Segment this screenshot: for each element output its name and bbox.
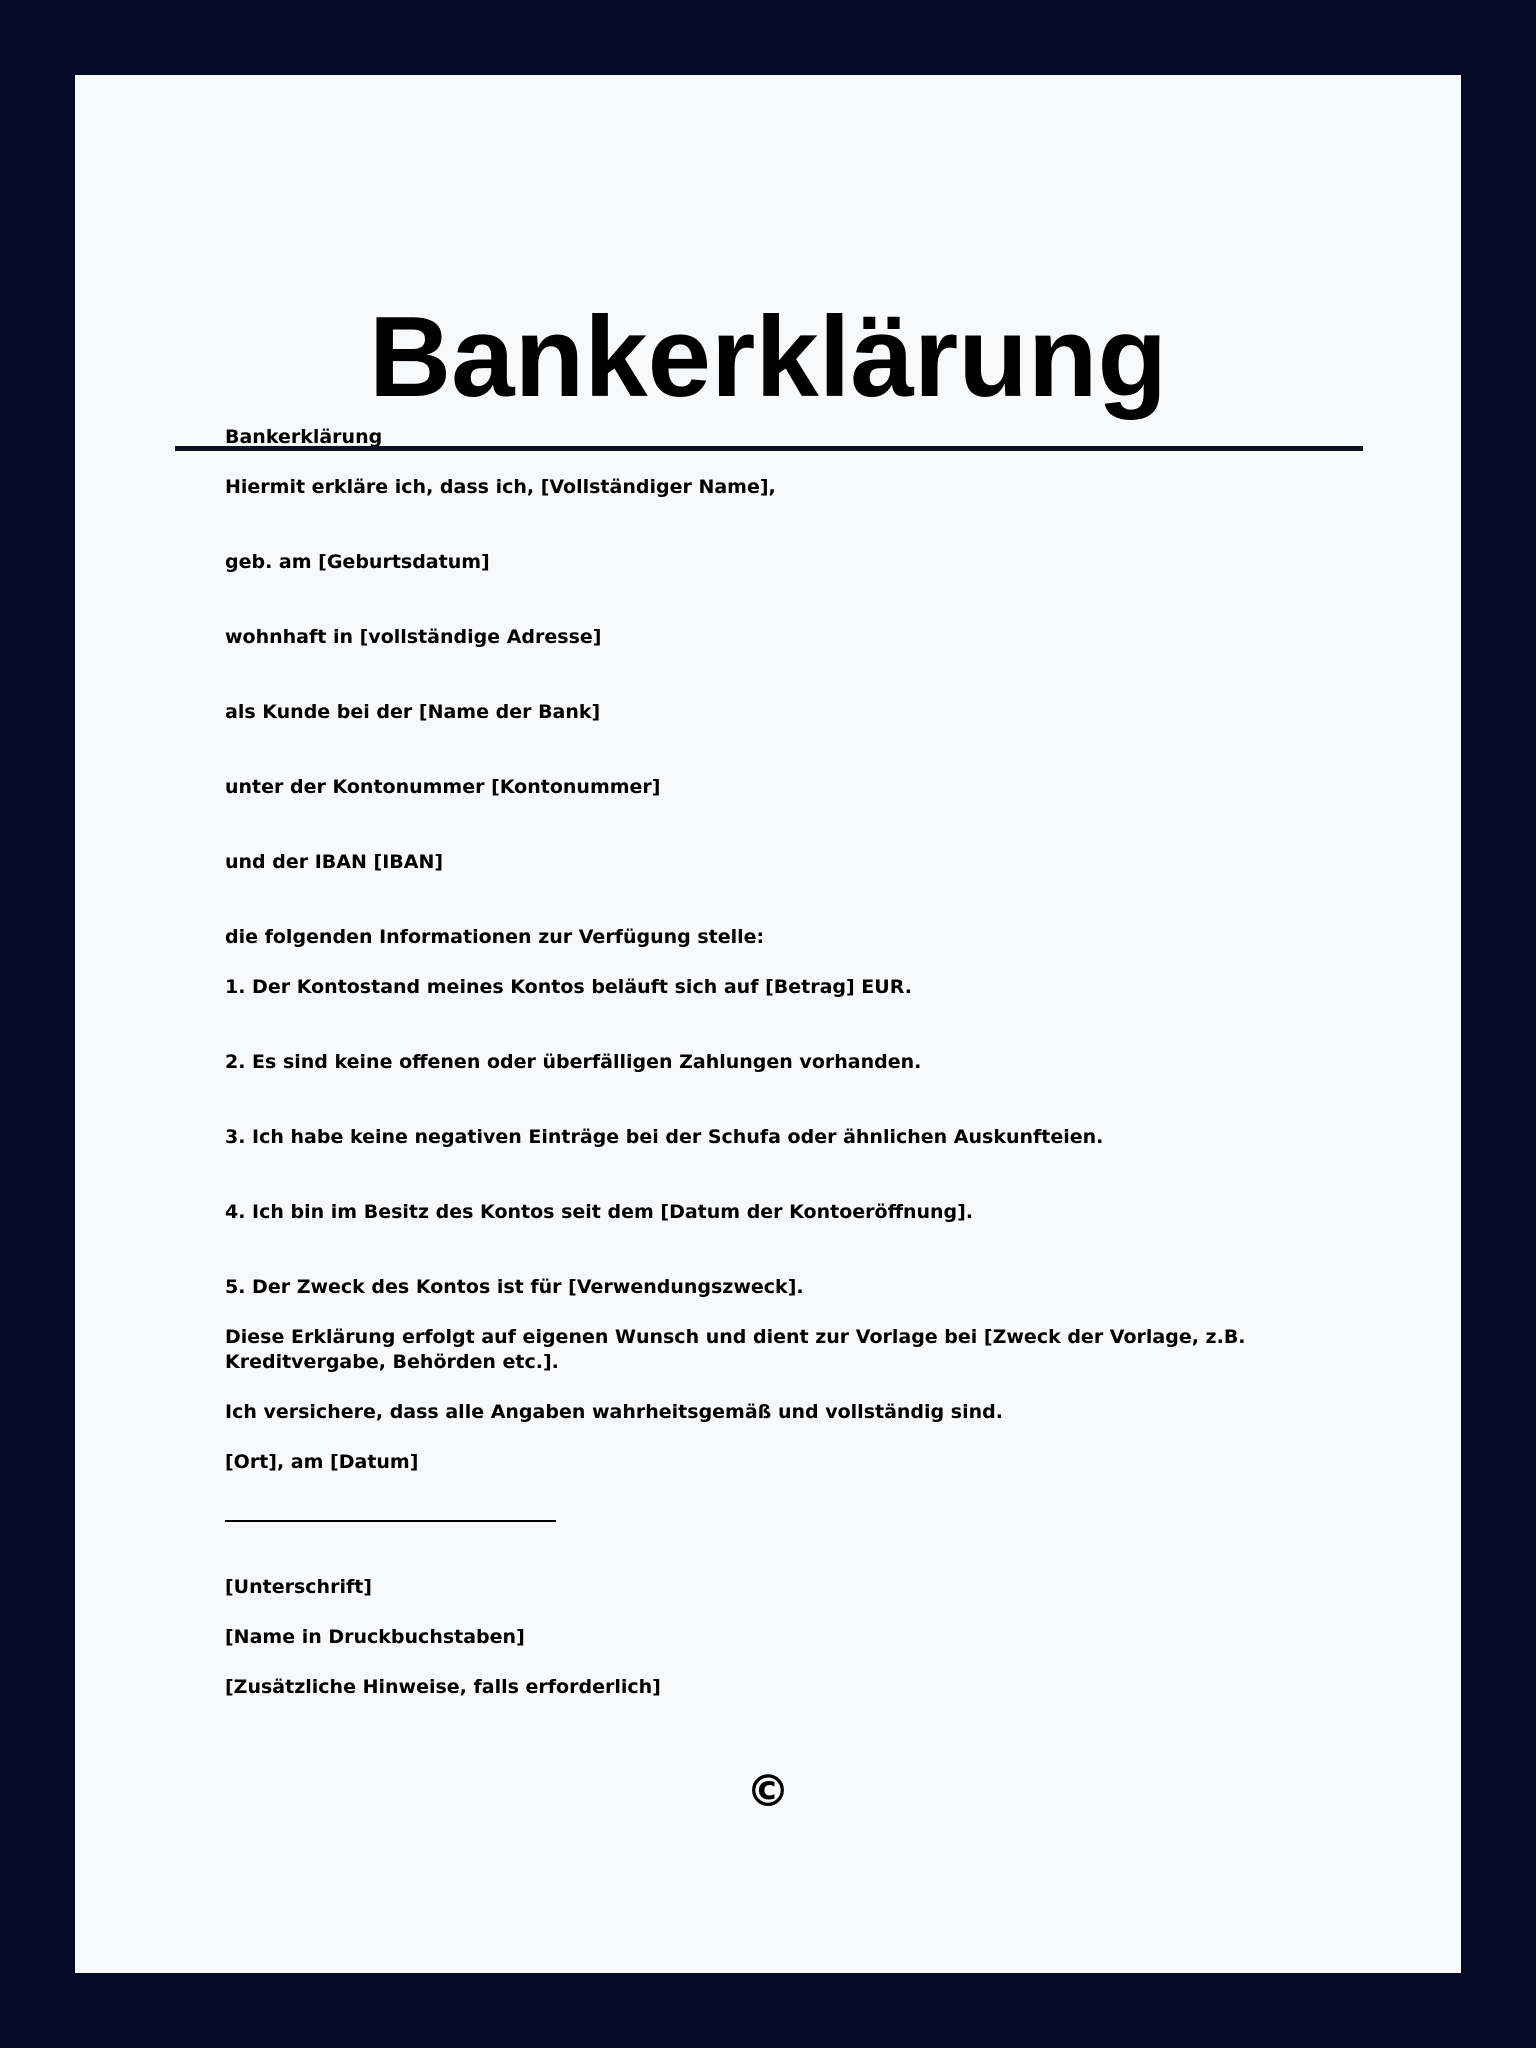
paragraph-account-number: unter der Kontonummer [Kontonummer] <box>225 776 661 798</box>
document-subtitle: Bankerklärung <box>225 426 383 448</box>
list-item-schufa: 3. Ich habe keine negativen Einträge bei der Schufa oder ähnlichen Auskunfteien. <box>225 1126 1104 1148</box>
paragraph-address: wohnhaft in [vollständige Adresse] <box>225 626 602 648</box>
list-item-account-since: 4. Ich bin im Besitz des Kontos seit dem [Datum der Kontoeröffnung]. <box>225 1201 974 1223</box>
paragraph-name: Hiermit erkläre ich, dass ich, [Vollständiger Name], <box>225 476 776 498</box>
list-item-purpose: 5. Der Zweck des Kontos ist für [Verwendungszweck]. <box>225 1276 804 1298</box>
paragraph-intro: die folgenden Informationen zur Verfügung stelle: <box>225 926 765 948</box>
signature-line <box>225 1520 556 1522</box>
document-title: Bankerklärung <box>368 294 1168 421</box>
signature-label: [Unterschrift] <box>225 1576 372 1598</box>
document-page <box>75 75 1461 1973</box>
additional-notes-label: [Zusätzliche Hinweise, falls erforderlich] <box>225 1676 661 1698</box>
paragraph-place-date: [Ort], am [Datum] <box>225 1451 419 1473</box>
printed-name-label: [Name in Druckbuchstaben] <box>225 1626 525 1648</box>
paragraph-iban: und der IBAN [IBAN] <box>225 851 444 873</box>
paragraph-bank: als Kunde bei der [Name der Bank] <box>225 701 601 723</box>
paragraph-birthdate: geb. am [Geburtsdatum] <box>225 551 490 573</box>
copyright-icon: © <box>746 1766 790 1817</box>
paragraph-assurance: Ich versichere, dass alle Angaben wahrheitsgemäß und vollständig sind. <box>225 1401 1003 1423</box>
list-item-payments: 2. Es sind keine offenen oder überfälligen Zahlungen vorhanden. <box>225 1051 922 1073</box>
list-item-balance: 1. Der Kontostand meines Kontos beläuft sich auf [Betrag] EUR. <box>225 976 912 998</box>
paragraph-declaration: Diese Erklärung erfolgt auf eigenen Wunsch und dient zur Vorlage bei [Zweck der Vorlage, z.B. Kreditvergabe, Behörden etc.]. <box>225 1326 1246 1373</box>
